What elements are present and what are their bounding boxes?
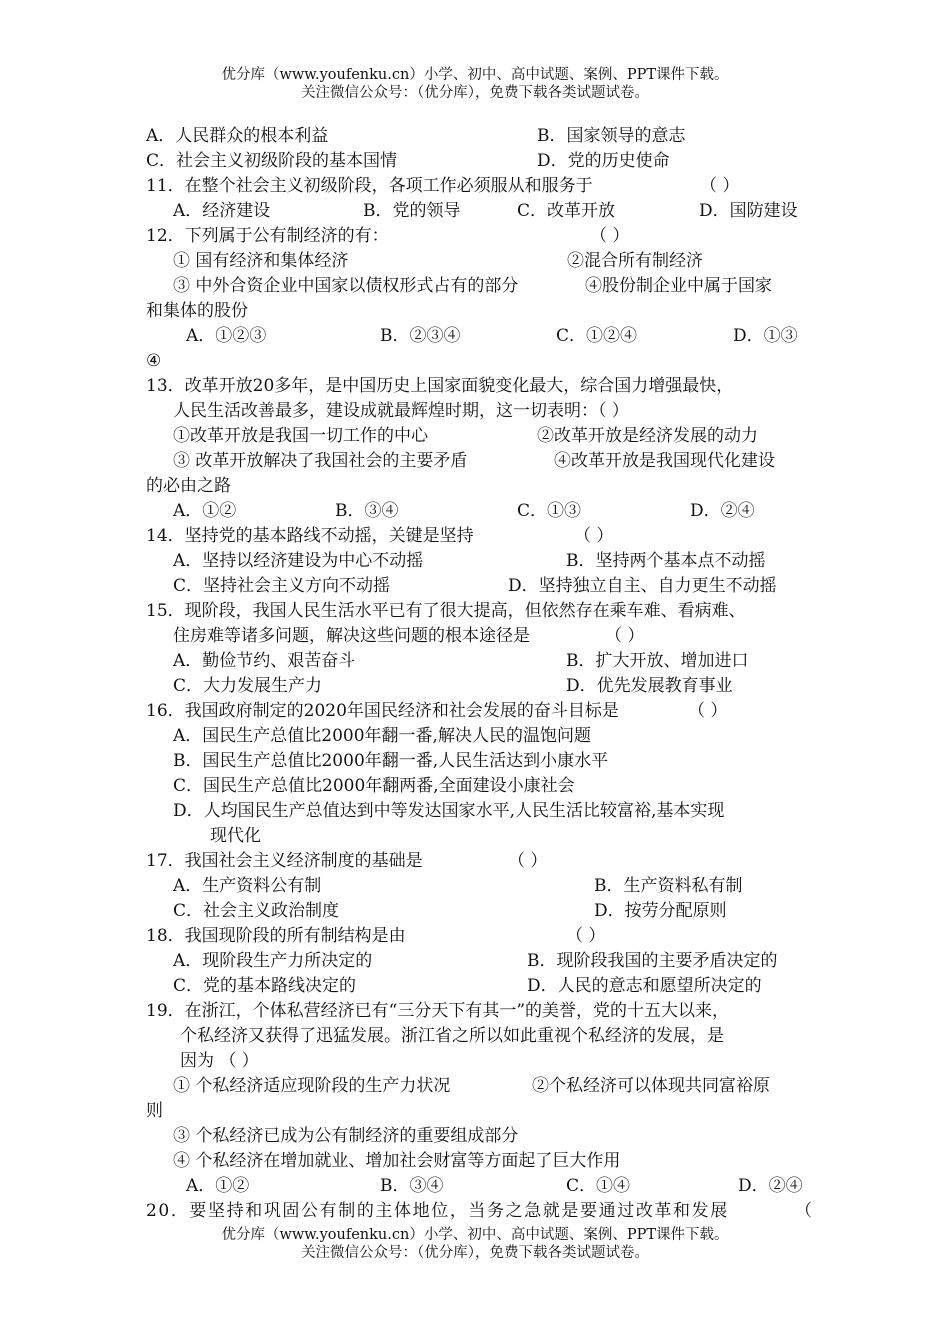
q17-option-d: D．按劳分配原则 (594, 901, 727, 921)
q16-option-c: C．国民生产总值比2000年翻两番,全面建设小康社会 (173, 776, 575, 796)
q11-option-a: A．经济建设 (173, 201, 271, 221)
page-footer (0, 1226, 950, 1262)
page-header (0, 66, 950, 102)
q16-option-d-cont: 现代化 (210, 826, 261, 846)
q18-option-a: A．现阶段生产力所决定的 (173, 951, 373, 971)
q19-option-d: D．②④ (738, 1176, 803, 1196)
q15-option-b: B．扩大开放、增加进口 (566, 651, 749, 671)
q19-item-2: ②个私经济可以体现共同富裕原 (532, 1076, 770, 1096)
q19-stem-3: 因为 （ ） (180, 1051, 259, 1071)
q12-item-1: ① 国有经济和集体经济 (173, 251, 349, 271)
q12-answer-blank: （ ） (590, 226, 630, 246)
q11-option-c: C．改革开放 (517, 201, 616, 221)
q13-item-3: ③ 改革开放解决了我国社会的主要矛盾 (173, 451, 468, 471)
q11-stem: 11．在整个社会主义初级阶段，各项工作必须服从和服务于 (146, 176, 593, 196)
q14-option-b: B．坚持两个基本点不动摇 (566, 551, 766, 571)
q17-option-c: C．社会主义政治制度 (173, 901, 340, 921)
q19-item-3: ③ 个私经济已成为公有制经济的重要组成部分 (173, 1126, 519, 1146)
q15-option-a: A．勤俭节约、艰苦奋斗 (173, 651, 356, 671)
q13-option-a: A．①② (173, 501, 237, 521)
q13-option-d: D．②④ (690, 501, 755, 521)
q20-stem: 20．要坚持和巩固公有制的主体地位，当务之急就是要通过改革和发展 (146, 1201, 729, 1221)
q16-option-b: B．国民生产总值比2000年翻一番,人民生活达到小康水平 (173, 751, 609, 771)
q12-item-4-cont: 和集体的股份 (146, 301, 248, 321)
q18-option-c: C．党的基本路线决定的 (173, 976, 357, 996)
q16-stem: 16．我国政府制定的2020年国民经济和社会发展的奋斗目标是 (146, 701, 619, 721)
q10-option-a: A．人民群众的根本利益 (146, 126, 329, 146)
q13-option-c: C．①③ (517, 501, 582, 521)
q17-option-b: B．生产资料私有制 (594, 876, 743, 896)
q17-answer-blank: （ ） (508, 851, 548, 871)
q15-option-d: D．优先发展教育事业 (566, 676, 733, 696)
q19-stem-2: 个私经济又获得了迅猛发展。浙江省之所以如此重视个私经济的发展，是 (180, 1026, 724, 1046)
q19-option-a: A．①② (186, 1176, 250, 1196)
q11-answer-blank: （ ） (700, 176, 740, 196)
q14-option-c: C．坚持社会主义方向不动摇 (173, 576, 391, 596)
q12-option-b: B．②③④ (380, 326, 461, 346)
q12-option-d: D．①③ (733, 326, 798, 346)
q19-item-2-cont: 则 (146, 1101, 163, 1121)
q19-item-4: ④ 个私经济在增加就业、增加社会财富等方面起了巨大作用 (173, 1151, 621, 1171)
q19-option-c: C．①④ (566, 1176, 631, 1196)
q14-option-a: A．坚持以经济建设为中心不动摇 (173, 551, 424, 571)
q12-item-2: ②混合所有制经济 (567, 251, 703, 271)
q19-item-1: ① 个私经济适应现阶段的生产力状况 (173, 1076, 451, 1096)
q13-stem-1: 13．改革开放20多年，是中国历史上国家面貌变化最大，综合国力增强最快， (146, 376, 734, 396)
header-line-1: 优分库（www.youfenku.cn）小学、初中、高中试题、案例、PPT课件下载。 (221, 67, 729, 83)
q18-stem: 18．我国现阶段的所有制结构是由 (146, 926, 406, 946)
q13-item-4-cont: 的必由之路 (146, 476, 231, 496)
q13-item-2: ②改革开放是经济发展的动力 (537, 426, 758, 446)
q14-stem: 14．坚持党的基本路线不动摇，关键是坚持 (146, 526, 474, 546)
q13-stem-2: 人民生活改善最多，建设成就最辉煌时期，这一切表明：（ ） (173, 401, 629, 421)
q16-option-d: D．人均国民生产总值达到中等发达国家水平,人民生活比较富裕,基本实现 (173, 801, 725, 821)
q10-option-b: B．国家领导的意志 (537, 126, 686, 146)
q17-option-a: A．生产资料公有制 (173, 876, 322, 896)
q12-stem: 12．下列属于公有制经济的有： (146, 226, 389, 246)
q13-option-b: B．③④ (335, 501, 399, 521)
q19-option-b: B．③④ (380, 1176, 444, 1196)
q15-option-c: C．大力发展生产力 (173, 676, 323, 696)
q12-option-a: A．①②③ (186, 326, 267, 346)
q10-option-c: C．社会主义初级阶段的基本国情 (146, 151, 398, 171)
q18-option-b: B．现阶段我国的主要矛盾决定的 (527, 951, 778, 971)
footer-line-2: 关注微信公众号：（优分库），免费下载各类试题试卷。 (301, 1245, 649, 1261)
q11-option-b: B．党的领导 (363, 201, 461, 221)
q13-item-1: ①改革开放是我国一切工作的中心 (173, 426, 428, 446)
q16-answer-blank: （ ） (688, 701, 728, 721)
q14-option-d: D．坚持独立自主、自力更生不动摇 (508, 576, 777, 596)
q14-answer-blank: （ ） (574, 526, 614, 546)
q12-item-4: ④股份制企业中属于国家 (585, 276, 772, 296)
q17-stem: 17．我国社会主义经济制度的基础是 (146, 851, 423, 871)
q11-option-d: D．国防建设 (699, 201, 798, 221)
q10-option-d: D．党的历史使命 (537, 151, 670, 171)
header-line-2: 关注微信公众号：（优分库），免费下载各类试题试卷。 (301, 85, 649, 101)
q15-answer-blank: （ ） (605, 626, 645, 646)
q18-option-d: D．人民的意志和愿望所决定的 (527, 976, 762, 996)
q12-option-d-cont: ④ (146, 351, 162, 371)
footer-line-1: 优分库（www.youfenku.cn）小学、初中、高中试题、案例、PPT课件下载。 (221, 1227, 729, 1243)
q13-item-4: ④改革开放是我国现代化建设 (554, 451, 775, 471)
q12-option-c: C．①②④ (556, 326, 638, 346)
q18-answer-blank: （ ） (566, 926, 606, 946)
q12-item-3: ③ 中外合资企业中国家以债权形式占有的部分 (173, 276, 519, 296)
q15-stem-2: 住房难等诸多问题，解决这些问题的根本途径是 (173, 626, 530, 646)
q16-option-a: A．国民生产总值比2000年翻一番,解决人民的温饱问题 (173, 726, 591, 746)
q15-stem-1: 15．现阶段，我国人民生活水平已有了很大提高，但依然存在乘车难、看病难、 (146, 601, 746, 621)
q19-stem-1: 19．在浙江，个体私营经济已有“三分天下有其一”的美誉，党的十五大以来， (146, 1001, 730, 1021)
q20-answer-blank: （ (795, 1201, 812, 1221)
